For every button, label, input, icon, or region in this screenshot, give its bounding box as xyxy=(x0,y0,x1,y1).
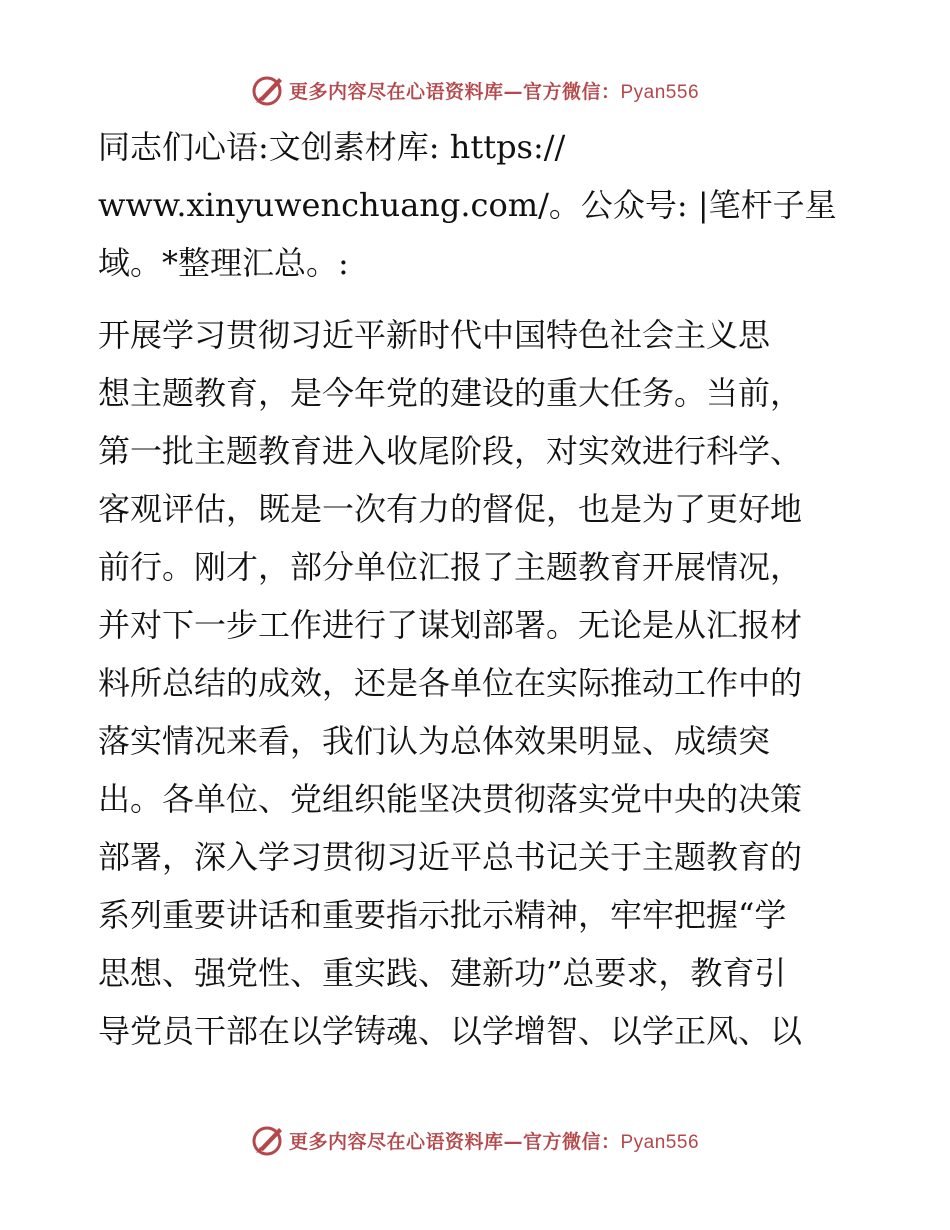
body-line: 开展学习贯彻习近平新时代中国特色社会主义思 xyxy=(98,316,771,354)
document-body xyxy=(98,118,858,1060)
body-line: 部署，深入学习贯彻习近平总书记关于主题教育的 xyxy=(98,838,803,876)
footer-wechat-id: Pyan556 xyxy=(620,1131,700,1153)
body-line: 出。各单位、党组织能坚决贯彻落实党中央的决策 xyxy=(98,780,803,818)
body-line: 思想、强党性、重实践、建新功”总要求，教育引 xyxy=(98,954,787,992)
footer-banner-text: 更多内容尽在心语资料库—官方微信：Pyan556 xyxy=(288,1130,700,1153)
body-line: 落实情况来看，我们认为总体效果明显、成绩突 xyxy=(98,722,771,760)
quill-pen-logo-icon xyxy=(251,73,285,107)
body-line: 想主题教育，是今年党的建设的重大任务。当前， xyxy=(98,374,803,412)
body-line: 前行。刚才，部分单位汇报了主题教育开展情况， xyxy=(98,548,803,586)
quill-pen-logo-icon xyxy=(251,1123,285,1157)
body-line: 导党员干部在以学铸魂、以学增智、以学正风、以 xyxy=(98,1012,803,1050)
body-line: 并对下一步工作进行了谋划部署。无论是从汇报材 xyxy=(98,606,803,644)
intro-line: www.xinyuwenchuang.com/。公众号: |笔杆子星 xyxy=(98,186,837,224)
body-line: 料所总结的成效，还是各单位在实际推动工作中的 xyxy=(98,664,803,702)
intro-line: 同志们心语:文创素材库: https:// xyxy=(98,128,566,166)
header-banner xyxy=(0,70,950,110)
header-wechat-id: Pyan556 xyxy=(620,81,700,103)
intro-line: 域。*整理汇总。: xyxy=(98,244,349,282)
body-line: 系列重要讲话和重要指示批示精神，牢牢把握“学 xyxy=(98,896,787,934)
main-paragraph xyxy=(98,306,858,1060)
footer-banner xyxy=(0,1120,950,1160)
body-line: 客观评估，既是一次有力的督促，也是为了更好地 xyxy=(98,490,803,528)
header-banner-text: 更多内容尽在心语资料库—官方微信：Pyan556 xyxy=(288,80,700,103)
body-line: 第一批主题教育进入收尾阶段，对实效进行科学、 xyxy=(98,432,803,470)
intro-paragraph xyxy=(98,118,858,292)
